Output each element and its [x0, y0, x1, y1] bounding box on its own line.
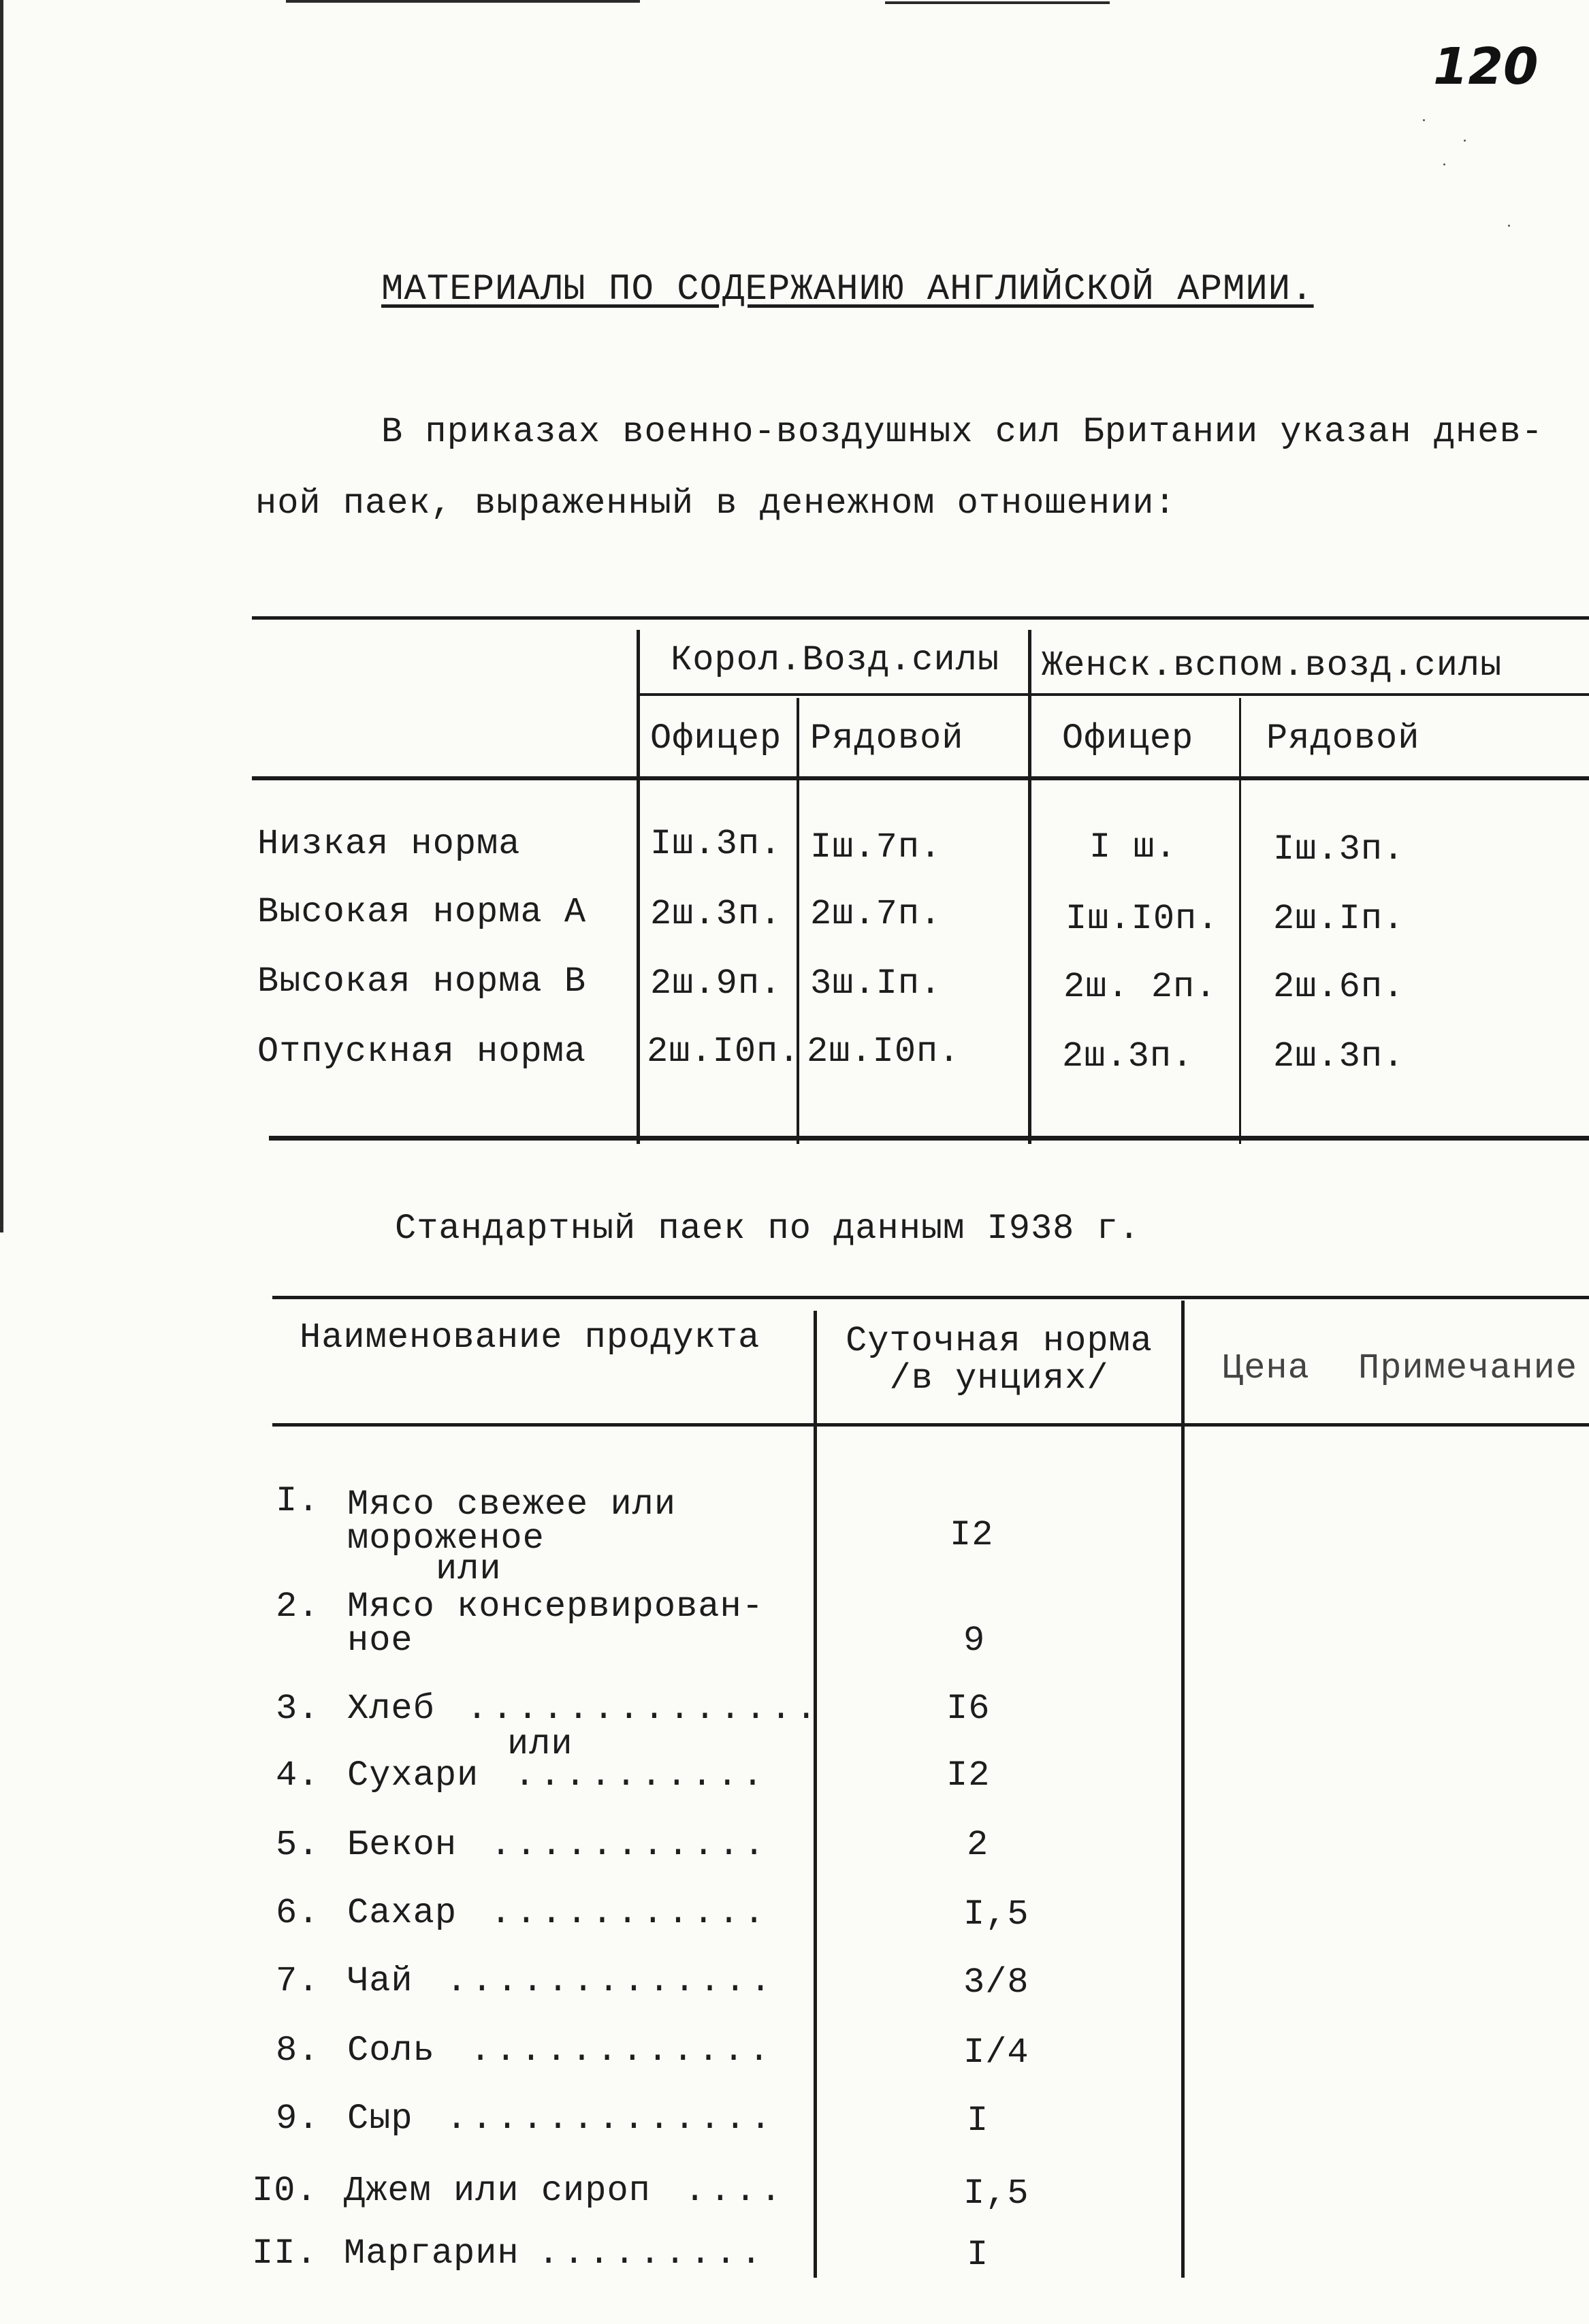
product-name: Мясо консервирован-	[347, 1587, 764, 1627]
group-header-waaf: Женск.вспом.возд.силы	[1042, 646, 1503, 686]
norm-value: I,5	[963, 1894, 1029, 1935]
table-cell: 2ш.I0п.	[647, 1032, 801, 1072]
product-name: Маргарин	[344, 2233, 519, 2274]
table-cell: 2ш.6п.	[1273, 967, 1405, 1007]
alternative-word: или	[507, 1724, 573, 1764]
product-name: Сыр	[347, 2099, 413, 2139]
row-number: 7.	[276, 1961, 320, 2001]
intro-line-1: В приказах военно-воздушных сил Британии указан днев-	[381, 412, 1543, 452]
norm-value: 9	[963, 1621, 986, 1661]
header-norm-line1: Суточная норма	[846, 1321, 1153, 1361]
product-name-cont: ное	[347, 1621, 413, 1661]
table-cell: 2ш.7п.	[810, 894, 942, 934]
norm-value: 2	[967, 1825, 989, 1865]
scan-top-mark	[286, 0, 640, 3]
row-number: 3.	[276, 1689, 320, 1729]
row-number: 5.	[276, 1825, 320, 1865]
sub-header-waaf-private: Рядовой	[1266, 718, 1420, 759]
table-cell: 2ш.I0п.	[807, 1032, 961, 1072]
norm-value: I2	[950, 1515, 994, 1555]
sub-header-raf-officer: Офицер	[650, 718, 782, 759]
leader-dots: .............	[446, 1961, 775, 2001]
row-number: I0.	[252, 2171, 318, 2211]
leader-dots: ....	[684, 2171, 786, 2211]
sub-header-waaf-officer: Офицер	[1062, 718, 1194, 759]
page-number: 120	[1433, 37, 1539, 96]
row-number: I.	[276, 1481, 320, 1521]
row-number: 8.	[276, 2031, 320, 2071]
table-cell: 2ш.9п.	[650, 964, 782, 1004]
leader-dots: ...........	[490, 1825, 769, 1865]
scan-top-mark	[885, 1, 1110, 4]
norm-value: I	[967, 2101, 989, 2141]
row-number: 6.	[276, 1893, 320, 1933]
header-product: Наименование продукта	[300, 1318, 760, 1358]
table-cell: 2ш.3п.	[1062, 1036, 1194, 1077]
table-cell: Iш.3п.	[650, 824, 782, 864]
table-cell: I ш.	[1089, 827, 1177, 867]
header-norm-line2: /в унциях/	[889, 1358, 1109, 1399]
product-name: Джем или сироп	[344, 2171, 651, 2211]
header-price: Цена	[1222, 1348, 1310, 1388]
table-caption: Стандартный паек по данным I938 г.	[395, 1209, 1140, 1249]
row-label: Высокая норма А	[257, 892, 587, 932]
norm-value: I/4	[963, 2033, 1029, 2073]
product-name-cont: мороженое	[347, 1518, 545, 1559]
leader-dots: ...........	[490, 1893, 769, 1933]
header-note: Примечание	[1358, 1348, 1578, 1388]
norm-value: I6	[946, 1689, 991, 1729]
row-label: Высокая норма В	[257, 961, 587, 1002]
table-cell: 2ш.Iп.	[1273, 899, 1405, 939]
leader-dots: ............	[470, 2031, 774, 2071]
table-cell: Iш.I0п.	[1065, 899, 1219, 939]
table-cell: Iш.7п.	[810, 827, 942, 867]
row-label: Низкая норма	[257, 824, 521, 864]
norm-value: I,5	[963, 2174, 1029, 2214]
product-name: Чай	[347, 1961, 413, 2001]
table-cell: 2ш. 2п.	[1063, 967, 1217, 1007]
table-cell: 2ш.3п.	[1273, 1036, 1405, 1077]
table-cell: 2ш.3п.	[650, 894, 782, 934]
table-cell: 3ш.Iп.	[810, 964, 942, 1004]
document-title: МАТЕРИАЛЫ ПО СОДЕРЖАНИЮ АНГЛИЙСКОЙ АРМИИ.	[381, 269, 1314, 311]
group-header-raf: Корол.Возд.силы	[671, 640, 1000, 680]
product-name: Сухари	[347, 1755, 479, 1796]
leader-dots: .............	[446, 2099, 775, 2139]
scan-left-edge	[0, 0, 3, 1232]
product-name: Бекон	[347, 1825, 458, 1865]
row-number: 4.	[276, 1755, 320, 1796]
product-name: Сахар	[347, 1893, 458, 1933]
product-name: Хлеб	[347, 1689, 435, 1729]
intro-line-2: ной паек, выраженный в денежном отношении:	[255, 483, 1176, 524]
row-number: II.	[252, 2233, 318, 2274]
row-label: Отпускная норма	[257, 1032, 587, 1072]
row-number: 9.	[276, 2099, 320, 2139]
alternative-word: или	[436, 1549, 502, 1589]
sub-header-raf-private: Рядовой	[810, 718, 964, 759]
product-name: Мясо свежее или	[347, 1484, 677, 1525]
leader-dots: .........	[538, 2233, 766, 2274]
leader-dots: ..........	[514, 1755, 768, 1796]
table-cell: Iш.3п.	[1273, 829, 1405, 870]
norm-value: 3/8	[963, 1962, 1029, 2003]
product-name: Соль	[347, 2031, 435, 2071]
row-number: 2.	[276, 1587, 320, 1627]
leader-dots: ..............	[466, 1689, 821, 1729]
norm-value: I2	[946, 1755, 991, 1796]
norm-value: I	[967, 2235, 989, 2275]
